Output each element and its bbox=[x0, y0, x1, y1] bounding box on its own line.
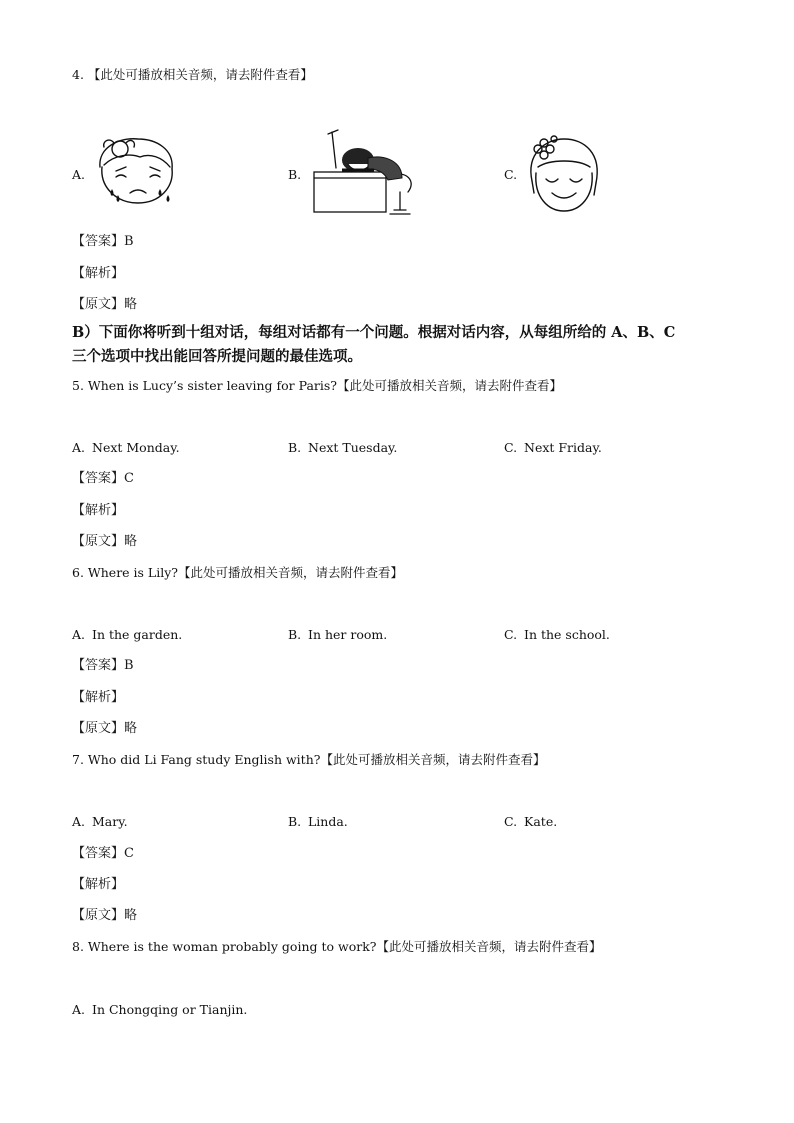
question-6-text: 6. Where is Lily?【此处可播放相关音频，请去附件查看】 bbox=[72, 565, 403, 580]
question-6-analysis: 【解析】 bbox=[72, 690, 125, 705]
option-key: C. bbox=[504, 627, 518, 642]
option-text: Next Monday. bbox=[92, 440, 180, 455]
section-b-line-1: B）下面你将听到十组对话，每组对话都有一个问题。根据对话内容，从每组所给的 A、B、C bbox=[72, 324, 676, 341]
question-5-answer: 【答案】C bbox=[72, 471, 134, 486]
question-5-original: 【原文】略 bbox=[72, 534, 138, 549]
option-a-label[interactable]: A. bbox=[72, 167, 86, 182]
question-4-original: 【原文】略 bbox=[72, 297, 138, 312]
question-5-analysis: 【解析】 bbox=[72, 503, 125, 518]
option-a[interactable] bbox=[72, 440, 180, 455]
option-c[interactable] bbox=[504, 814, 557, 829]
question-7-answer: 【答案】C bbox=[72, 846, 134, 861]
option-key: A. bbox=[72, 814, 86, 829]
question-6-original: 【原文】略 bbox=[72, 721, 138, 736]
option-key: A. bbox=[72, 440, 86, 455]
question-4-answer: 【答案】B bbox=[72, 234, 134, 249]
crying-girl-icon[interactable] bbox=[90, 133, 186, 213]
question-4-text: 4. 【此处可播放相关音频，请去附件查看】 bbox=[72, 67, 313, 82]
option-key: C. bbox=[504, 814, 518, 829]
option-text: In the garden. bbox=[92, 627, 183, 642]
option-key: C. bbox=[504, 440, 518, 455]
option-a[interactable] bbox=[72, 1002, 247, 1017]
question-8-options bbox=[72, 1002, 732, 1022]
sleeping-at-desk-icon[interactable] bbox=[308, 128, 424, 220]
question-6-answer: 【答案】B bbox=[72, 658, 134, 673]
option-text: Next Tuesday. bbox=[308, 440, 398, 455]
question-5-options bbox=[72, 440, 732, 460]
question-4-analysis: 【解析】 bbox=[72, 266, 125, 281]
option-c[interactable] bbox=[504, 440, 602, 455]
option-c-label[interactable]: C. bbox=[504, 167, 518, 182]
option-b[interactable] bbox=[288, 627, 387, 642]
option-a[interactable] bbox=[72, 814, 128, 829]
option-text: Linda. bbox=[308, 814, 348, 829]
option-key: A. bbox=[72, 1002, 86, 1017]
option-text: In the school. bbox=[524, 627, 610, 642]
option-b[interactable] bbox=[288, 440, 397, 455]
section-b-instructions bbox=[72, 321, 732, 369]
question-7-options bbox=[72, 814, 732, 834]
option-a[interactable] bbox=[72, 627, 182, 642]
smiling-girl-icon[interactable] bbox=[524, 133, 604, 217]
section-b-line-2: 三个选项中找出能回答所提问题的最佳选项。 bbox=[72, 348, 362, 365]
question-7-analysis: 【解析】 bbox=[72, 877, 125, 892]
option-c[interactable] bbox=[504, 627, 610, 642]
option-text: Next Friday. bbox=[524, 440, 602, 455]
option-key: A. bbox=[72, 627, 86, 642]
option-b-label[interactable]: B. bbox=[288, 167, 302, 182]
option-key: B. bbox=[288, 814, 302, 829]
option-text: Mary. bbox=[92, 814, 128, 829]
question-7-original: 【原文】略 bbox=[72, 908, 138, 923]
question-6-options bbox=[72, 627, 732, 647]
question-7-text: 7. Who did Li Fang study English with?【此处可播放相关音频，请去附件查看】 bbox=[72, 752, 546, 767]
option-key: B. bbox=[288, 440, 302, 455]
option-key: B. bbox=[288, 627, 302, 642]
option-text: Kate. bbox=[524, 814, 558, 829]
question-8-text: 8. Where is the woman probably going to work?【此处可播放相关音频，请去附件查看】 bbox=[72, 939, 602, 954]
option-b[interactable] bbox=[288, 814, 348, 829]
option-text: In Chongqing or Tianjin. bbox=[92, 1002, 248, 1017]
option-text: In her room. bbox=[308, 627, 388, 642]
question-5-text: 5. When is Lucy’s sister leaving for Paris?【此处可播放相关音频，请去附件查看】 bbox=[72, 378, 563, 393]
